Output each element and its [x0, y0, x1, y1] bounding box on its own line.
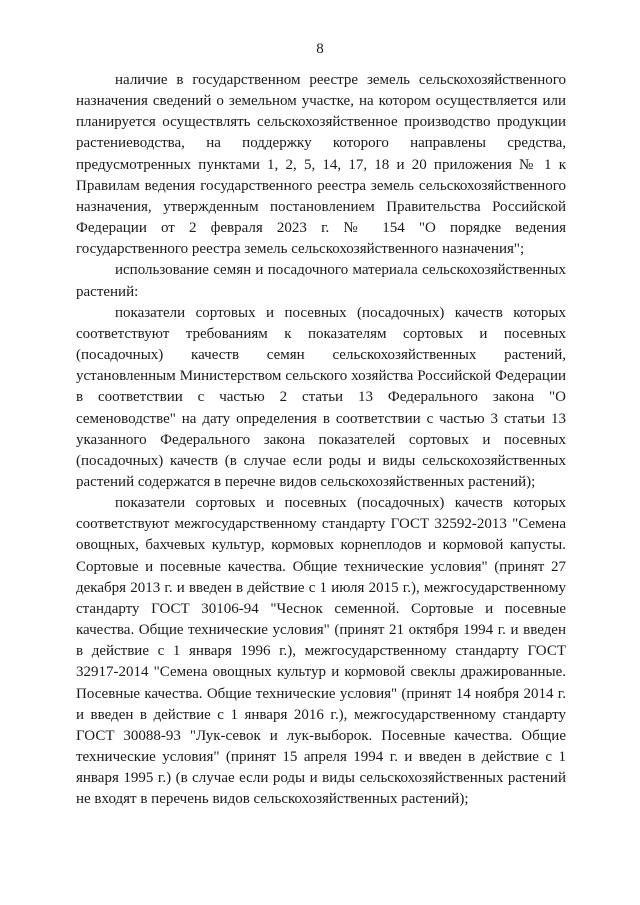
- paragraph-seed-quality-requirements: показатели сортовых и посевных (посадочных) качеств которых соответствуют требованиям к показателям сортовых и посевных (посадочных) качеств семян сельскохозяйственных растений, установленным Министерством сельского хозяйства Российской Федерации в соответствии с частью 2 статьи 13 Федерального закона "О семеноводстве" на дату определения в соответствии с частью 3 статьи 13 указанного Федерального закона показателей сортовых и посевных (посадочных) качеств (в случае если роды и виды сельскохозяйственных растений содержатся в перечне видов сельскохозяйственных растений);: [76, 304, 566, 490]
- document-body: [76, 70, 566, 810]
- page-number: 8: [316, 41, 324, 57]
- paragraph-gost-standards: показатели сортовых и посевных (посадочных) качеств которых соответствуют межгосударственному стандарту ГОСТ 32592-2013 "Семена овощных, бахчевых культур, кормовых корнеплодов и кормовой капусты. Сортовые и посевные качества. Общие технические условия" (принят 27 декабря 2013 г. и введен в действие с 1 июля 2015 г.), межгосударственному стандарту ГОСТ 30106-94 "Чеснок семенной. Сортовые и посевные качества. Общие технические условия" (принят 21 октября 1994 г. и введен в действие с 1 января 1996 г.), межгосударственному стандарту ГОСТ 32917-2014 "Семена овощных культур и кормовой свеклы дражированные. Посевные качества. Общие технические условия" (принят 14 ноября 2014 г. и введен в действие с 1 января 2016 г.), межгосударственному стандарту ГОСТ 30088-93 "Лук-севок и лук-выборок. Посевные качества. Общие технические условия" (принят 15 апреля 1994 г. и введен в действие с 1 января 1995 г.) (в случае если роды и виды сельскохозяйственных растений не входят в перечень видов сельскохозяйственных растений);: [76, 495, 566, 808]
- paragraph-land-registry: наличие в государственном реестре земель сельскохозяйственного назначения сведений о земельном участке, на котором осуществляется или планируется осуществлять сельскохозяйственное производство продукции растениеводства, на поддержку которого направлены средства, предусмотренных пунктами 1, 2, 5, 14, 17, 18 и 20 приложения № 1 к Правилам ведения государственного реестра земель сельскохозяйственного назначения, утвержденным постановлением Правительства Российской Федерации от 2 февраля 2023 г. № 154 "О порядке ведения государственного реестра земель сельскохозяйственного назначения";: [76, 72, 566, 258]
- paragraph-seed-usage: использование семян и посадочного материала сельскохозяйственных растений:: [76, 262, 566, 300]
